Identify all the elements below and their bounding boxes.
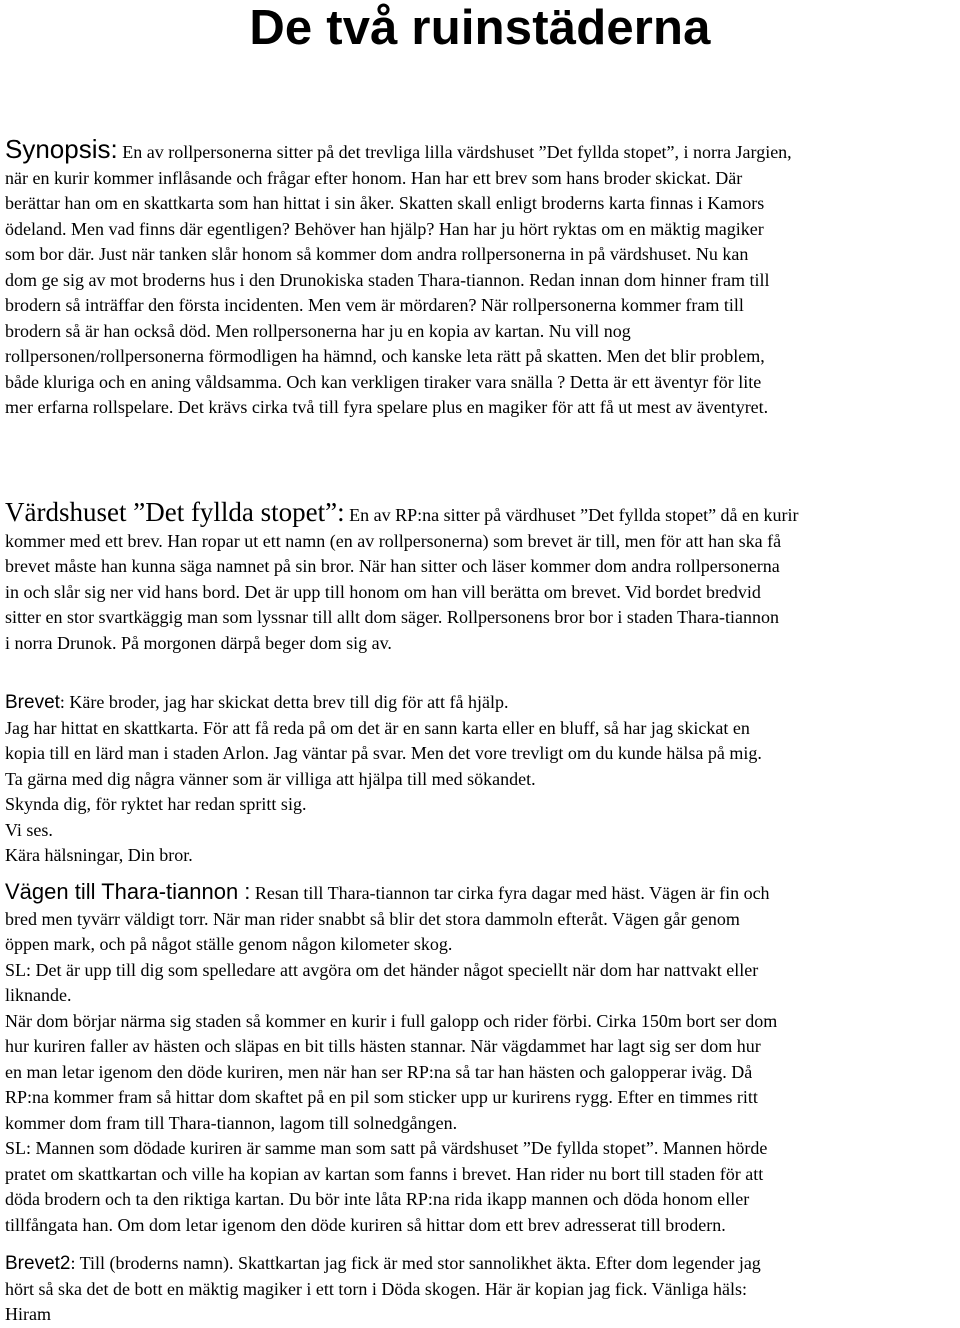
letter-text: : Käre broder, jag har skickat detta brev till dig för att få hjälp.	[59, 692, 509, 712]
synopsis-first-line	[5, 134, 955, 166]
road-text: hur kuriren faller av hästen och släpas en bit tills hästen stannar. När vägdammet har lagt sig ser dom hur	[5, 1036, 761, 1056]
synopsis-text: dom ge sig av mot broderns hus i den Drunokiska staden Thara-tiannon. Redan innan dom hinner fram till	[5, 269, 770, 290]
road-text: tillfångata han. Om dom letar igenom den döde kuriren så hittar dom ett brev adresserat till brodern.	[5, 1214, 726, 1235]
synopsis-text: berättar han om en skattkarta som han hittat i sin åker. Skatten skall enligt broderns karta finnas i Kamors	[5, 193, 765, 213]
inn-text: kommer med ett brev. Han ropar ut ett namn (en av rollpersonerna) som brevet är till, men för att han ska få	[5, 530, 782, 551]
road-text: RP:na kommer fram så hittar dom skaftet på en pil som sticker upp ur kurirens rygg. Efter en timmes ritt	[5, 1087, 758, 1107]
synopsis-text: brodern så är han också död. Men rollpersonerna har ju en kopia av kartan. Nu vill nog	[5, 320, 631, 341]
road-text: pratet om skattkartan och ville ha kopian av kartan som fanns i brevet. Han rider nu bort till staden för att	[5, 1163, 764, 1184]
letter-first-line	[5, 690, 955, 716]
road-heading: Vägen till Thara-tiannon :	[5, 879, 251, 904]
road-text: liknande.	[5, 985, 72, 1005]
letter-text: kopia till en lärd man i staden Arlon. Jag väntar på svar. Men det vore trevligt om du kunde hälsa på mig.	[5, 743, 762, 763]
letter-text: Ta gärna med dig några vänner som är villiga att hjälpa till med sökandet.	[5, 768, 536, 789]
synopsis-text: rollpersonen/rollpersonerna förmodligen ha hämnd, och kanske leta rätt på skatten. Men det blir problem,	[5, 346, 765, 366]
letter-heading: Brevet	[5, 692, 60, 713]
road-text: öppen mark, och på något ställe genom någon kilometer skog.	[5, 934, 453, 954]
inn-first-line	[5, 497, 955, 529]
synopsis-text: när en kurir kommer inflåsande och frågar efter honom. Han har ett brev som hans broder skickat. Där	[5, 167, 743, 188]
road-text: en man letar igenom den döde kuriren, men när han ser RP:na så tar han hästen och galopperar iväg. Då	[5, 1061, 753, 1082]
inn-text: i norra Drunok. På morgonen därpå beger dom sig av.	[5, 632, 392, 653]
synopsis-text: mer erfarna rollspelare. Det krävs cirka två till fyra spelare plus en magiker för att få ut mest av äventyret.	[5, 397, 769, 417]
road-text: kommer dom fram till Thara-tiannon, lagom till solnedgången.	[5, 1112, 458, 1133]
letter2-text: : Till (broderns namn). Skattkartan jag fick är med stor sannolikhet äkta. Efter dom legender jag	[70, 1253, 761, 1273]
inn-text: En av RP:na sitter på värdhuset ”Det fyllda stopet” då en kurir	[344, 505, 799, 525]
inn-heading: Värdshuset ”Det fyllda stopet”:	[5, 497, 345, 527]
section-letter	[5, 690, 955, 869]
synopsis-text: både kluriga och en aning våldsamma. Och kan verkligen tiraker vara snälla ? Detta är ett äventyr för lite	[5, 371, 762, 392]
synopsis-text: brodern så inträffar den första incidenten. Men vem är mördaren? När rollpersonerna kommer fram till	[5, 295, 744, 315]
letter-text: Jag har hittat en skattkarta. För att få reda på om det är en sann karta eller en bluff, så har jag skickat en	[5, 717, 750, 738]
synopsis-text: ödeland. Men vad finns där egentligen? Behöver han hjälp? Han har ju hört ryktas om en mäktig magiker	[5, 218, 764, 239]
synopsis-text: som bor där. Just när tanken slår honom så kommer dom andra rollpersonerna in på värdshuset. Nu kan	[5, 244, 749, 264]
letter-text: Kära hälsningar, Din bror.	[5, 845, 193, 865]
road-text: SL: Det är upp till dig som spelledare att avgöra om det händer något speciellt när dom har nattvakt eller	[5, 959, 759, 980]
inn-text: brevet måste han kunna säga namnet på sin bror. När han sitter och läser kommer dom andra rollpersonerna	[5, 556, 780, 576]
inn-text: in och slår sig ner vid hans bord. Det är upp till honom om han vill berätta om brevet. Vid bordet bredvid	[5, 581, 761, 602]
letter-text: Vi ses.	[5, 819, 53, 840]
letter2-text: Hiram	[5, 1304, 51, 1324]
road-text: När dom börjar närma sig staden så kommer en kurir i full galopp och rider förbi. Cirka 150m bort ser dom	[5, 1010, 778, 1031]
road-text: SL: Mannen som dödade kuriren är samme man som satt på värdshuset ”De fyllda stopet”. Mannen hörde	[5, 1138, 768, 1158]
section-synopsis	[5, 134, 955, 421]
road-text: Resan till Thara-tiannon tar cirka fyra dagar med häst. Vägen är fin och	[250, 883, 770, 903]
road-first-line	[5, 879, 955, 907]
section-road	[5, 879, 955, 1238]
section-letter2	[5, 1251, 955, 1328]
synopsis-text: En av rollpersonerna sitter på det trevliga lilla värdshuset ”Det fyllda stopet”, i norra Jargien,	[117, 142, 792, 162]
document-title: De två ruinstäderna	[249, 1, 711, 55]
inn-text: sitter en stor svartkäggig man som lyssnar till allt dom säger. Rollpersonens bror bor i staden Thara-tiannon	[5, 607, 780, 627]
section-inn	[5, 497, 955, 656]
letter2-heading: Brevet2	[5, 1253, 71, 1274]
letter2-text: hört så ska det de bott en mäktig magiker i ett torn i Döda skogen. Här är kopian jag fick. Vänliga häls:	[5, 1278, 747, 1299]
synopsis-heading: Synopsis:	[5, 134, 118, 164]
letter-text: Skynda dig, för ryktet har redan spritt sig.	[5, 794, 307, 814]
road-text: döda brodern och ta den riktiga kartan. Du bör inte låta RP:na rida ikapp mannen och döda honom eller	[5, 1189, 750, 1209]
road-text: bred men tyvärr väldigt torr. När man rider snabbt så blir det stora dammoln efteråt. Vägen går genom	[5, 908, 740, 929]
letter2-first-line	[5, 1251, 955, 1277]
